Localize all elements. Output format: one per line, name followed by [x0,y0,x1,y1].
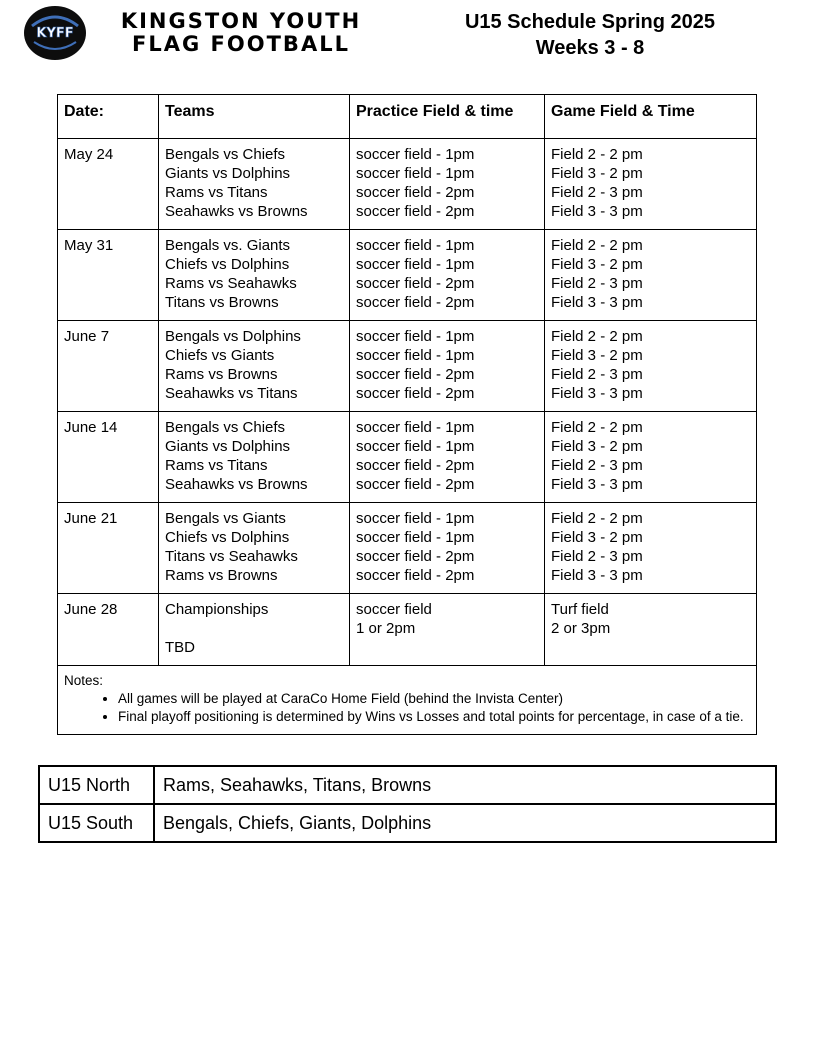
schedule-weeks: Weeks 3 - 8 [535,37,645,59]
team-line [165,619,343,638]
practice-line: soccer field - 2pm [356,203,475,220]
practice-cell [350,503,545,594]
team-line: Rams vs Browns [165,567,278,584]
note-item: • Final playoff positioning is determined by Wins vs Losses and total points for percentage, in case of a tie. [118,708,750,726]
date-cell: May 24 [58,139,159,230]
team-line: Rams vs Browns [165,366,278,383]
practice-line: soccer field - 2pm [356,275,475,292]
game-line: Field 2 - 2 pm [551,328,643,345]
column-header-date: Date: [58,95,159,139]
game-line: Field 2 - 3 pm [551,548,643,565]
schedule-row [58,412,757,503]
game-line: Field 2 - 3 pm [551,457,643,474]
column-header-practice: Practice Field & time [350,95,545,139]
game-line: Field 2 - 2 pm [551,146,643,163]
game-cell [545,139,757,230]
division-row [39,766,776,804]
team-line: Rams vs Seahawks [165,275,297,292]
division-teams: Bengals, Chiefs, Giants, Dolphins [154,804,776,842]
practice-line: soccer field - 2pm [356,366,475,383]
team-line: Seahawks vs Titans [165,385,298,402]
game-line: Field 3 - 2 pm [551,256,643,273]
practice-line: soccer field - 1pm [356,256,475,273]
team-line: Bengals vs Dolphins [165,328,301,345]
team-line: Titans vs Seahawks [165,548,298,565]
team-line: Rams vs Titans [165,457,268,474]
team-line: Seahawks vs Browns [165,476,308,493]
teams-cell [159,594,350,666]
org-name-line2: FLAG FOOTBALL [132,32,350,56]
division-row [39,804,776,842]
game-cell [545,594,757,666]
teams-cell [159,139,350,230]
schedule-row [58,321,757,412]
practice-line: soccer field - 1pm [356,529,475,546]
practice-line: soccer field - 1pm [356,237,475,254]
team-line: TBD [165,639,195,656]
practice-line: soccer field - 1pm [356,510,475,527]
practice-cell [350,594,545,666]
schedule-header-row [58,95,757,139]
practice-line: soccer field - 2pm [356,385,475,402]
teams-cell [159,321,350,412]
date-cell: May 31 [58,230,159,321]
practice-line: soccer field - 2pm [356,184,475,201]
practice-line: soccer field - 2pm [356,548,475,565]
notes-label: Notes: [64,673,104,688]
schedule-row [58,230,757,321]
game-line: 2 or 3pm [551,620,611,637]
team-line: Chiefs vs Dolphins [165,256,290,273]
note-item: • All games will be played at CaraCo Home Field (behind the Invista Center) [118,690,750,708]
schedule-title: U15 Schedule Spring 2025 [464,11,716,33]
practice-line: 1 or 2pm [356,620,416,637]
game-line: Field 2 - 2 pm [551,510,643,527]
team-line: Chiefs vs Dolphins [165,529,290,546]
team-line: Seahawks vs Browns [165,203,308,220]
practice-line: soccer field - 1pm [356,419,475,436]
practice-line: soccer field - 2pm [356,567,475,584]
game-line: Field 2 - 3 pm [551,275,643,292]
teams-cell [159,412,350,503]
practice-line: soccer field - 2pm [356,294,475,311]
practice-cell [350,321,545,412]
league-logo [22,4,88,62]
schedule-row [58,139,757,230]
notes-list [64,690,750,726]
division-name: U15 South [39,804,154,842]
game-line: Field 2 - 2 pm [551,419,643,436]
schedule-table [57,94,757,735]
team-line: Rams vs Titans [165,184,268,201]
game-cell [545,321,757,412]
game-line: Field 3 - 2 pm [551,438,643,455]
game-cell [545,503,757,594]
game-line: Field 2 - 2 pm [551,237,643,254]
game-line: Field 3 - 3 pm [551,203,643,220]
practice-cell [350,139,545,230]
game-line: Field 3 - 2 pm [551,529,643,546]
team-line: Titans vs Browns [165,294,279,311]
game-line: Field 3 - 3 pm [551,294,643,311]
divisions-table [38,765,777,843]
date-cell: June 21 [58,503,159,594]
practice-line: soccer field - 1pm [356,146,475,163]
game-line: Field 2 - 3 pm [551,184,643,201]
teams-cell [159,230,350,321]
game-line: Field 3 - 2 pm [551,347,643,364]
practice-cell [350,230,545,321]
team-line: Giants vs Dolphins [165,165,291,182]
column-header-game: Game Field & Time [545,95,757,139]
game-line: Field 3 - 3 pm [551,385,643,402]
practice-line: soccer field [356,601,432,618]
schedule-body [58,139,757,666]
division-name: U15 North [39,766,154,804]
teams-cell [159,503,350,594]
team-line: Chiefs vs Giants [165,347,275,364]
team-line: Bengals vs Chiefs [165,419,286,436]
game-line: Turf field [551,601,609,618]
game-line: Field 3 - 3 pm [551,567,643,584]
column-header-teams: Teams [159,95,350,139]
notes-row [58,666,757,735]
practice-line: soccer field - 2pm [356,476,475,493]
practice-line: soccer field - 2pm [356,457,475,474]
practice-line: soccer field - 1pm [356,438,475,455]
schedule-row [58,594,757,666]
date-cell: June 14 [58,412,159,503]
division-teams: Rams, Seahawks, Titans, Browns [154,766,776,804]
logo-text: KYFF [36,26,74,41]
practice-cell [350,412,545,503]
practice-line: soccer field - 1pm [356,347,475,364]
date-cell: June 7 [58,321,159,412]
team-line: Bengals vs. Giants [165,237,291,254]
team-line: Championships [165,601,269,618]
practice-line: soccer field - 1pm [356,165,475,182]
date-cell: June 28 [58,594,159,666]
game-line: Field 2 - 3 pm [551,366,643,383]
team-line: Bengals vs Giants [165,510,286,527]
game-line: Field 3 - 2 pm [551,165,643,182]
game-cell [545,412,757,503]
football-logo-icon [22,4,88,62]
notes-cell [58,666,757,735]
schedule-row [58,503,757,594]
org-name-line1: KINGSTON YOUTH [120,9,362,33]
game-line: Field 3 - 3 pm [551,476,643,493]
team-line: Bengals vs Chiefs [165,146,286,163]
practice-line: soccer field - 1pm [356,328,475,345]
game-cell [545,230,757,321]
team-line: Giants vs Dolphins [165,438,291,455]
